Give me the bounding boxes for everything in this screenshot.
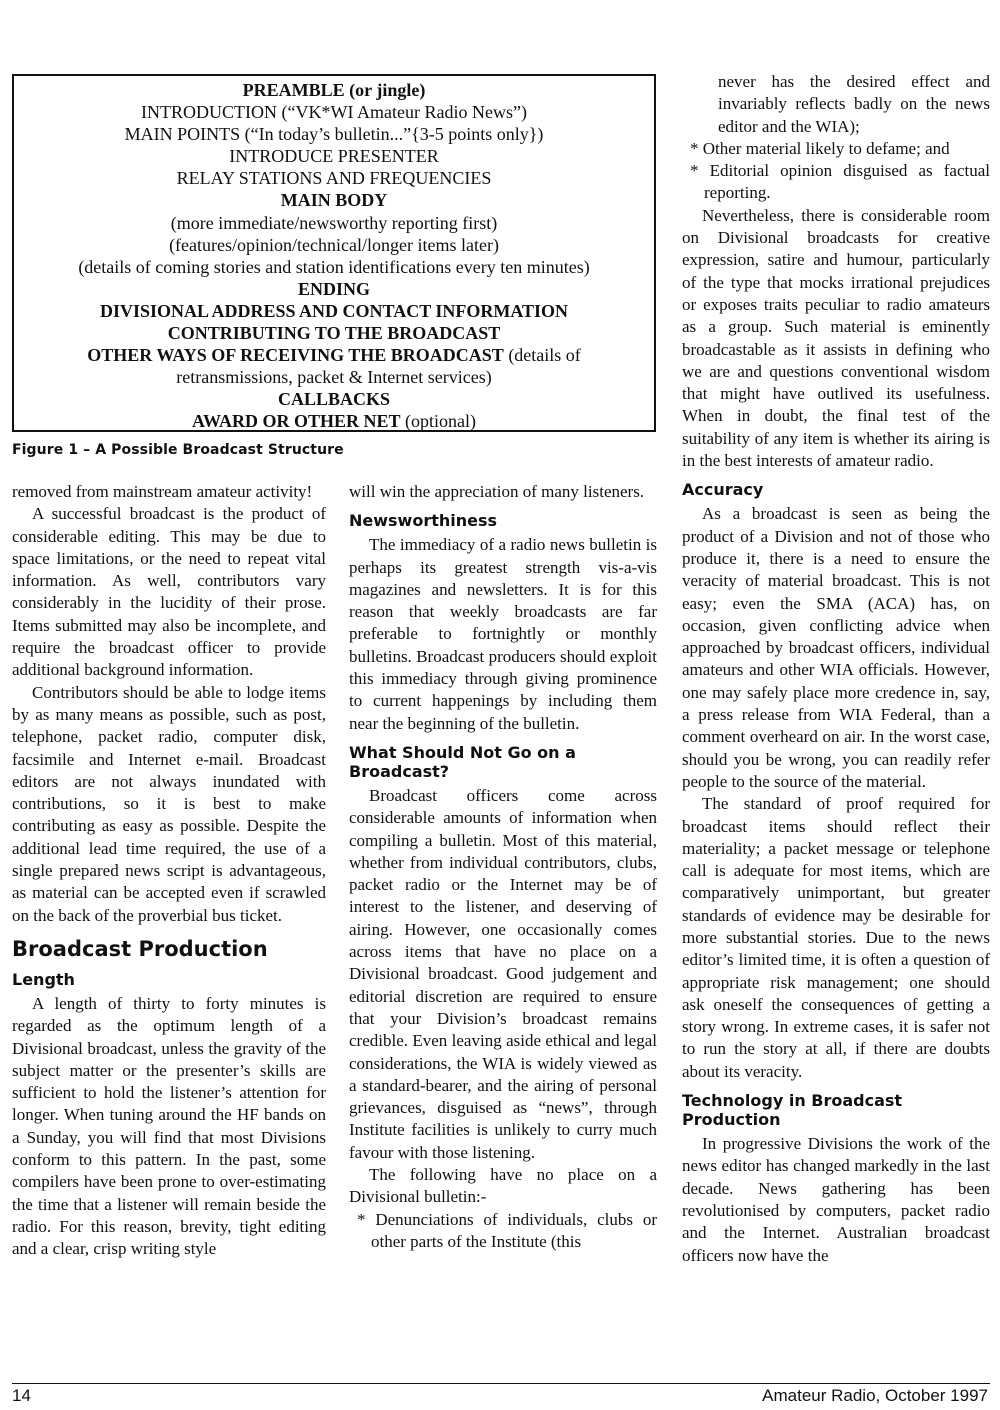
paragraph: In progressive Divisions the work of the news editor has changed markedly in the last decade. News gathering has been revolutionised by computers, packet radio and the Internet. Australian broadcast officers now have the [682,1134,990,1265]
paragraph: A length of thirty to forty minutes is regarded as the optimum length of a Divisional broadcast, unless the gravity of the subject matter or the presenter’s skills are sufficient to hold the listener’s attention for longer. When tuning around the HF bands on a Sunday, you will find that most Divisions conform to this pattern. In the past, some compilers have been prone to over-estimating the time that a listener will remain beside the radio. For this reason, brevity, tight editing and a clear, crisp writing style [12,993,326,1259]
bullet-item-continued: never has the desired effect and invariably reflects badly on the news editor and the WIA); [718,72,990,136]
figure-line: (details of coming stories and station identifications every ten minutes) [78,256,590,277]
figure-line: (features/opinion/technical/longer items later) [169,234,499,255]
footer-rule [12,1383,990,1384]
subsection-heading: Length [12,969,75,989]
subsection-heading: Accuracy [682,480,764,500]
bullet-item: * Editorial opinion disguised as factual reporting. [690,161,990,203]
subsection-heading: Newsworthiness [349,511,498,531]
paragraph: The following have no place on a Divisional bulletin:- [349,1165,657,1207]
figure-line: ENDING [297,278,370,299]
figure-caption: Figure 1 – A Possible Broadcast Structure [12,442,344,458]
column-2 [349,481,657,1253]
paragraph: Broadcast officers come across considerable amounts of information when compiling a bulletin. Most of this material, whether from individual contributors, clubs, packet radio or the Internet may be of interest to the listener, and deserving of airing. However, one occasionally comes across items that have no place on a Divisional broadcast. Good judgement and editorial discretion are required to ensure that your Division’s broadcast remains credible. Even leaving aside ethical and legal considerations, the WIA is widely viewed as a standard-bearer, and the airing of personal grievances, disguised as “news”, through Institute facilities is unlikely to curry much favour with those listening. [349,785,657,1162]
page-number: 14 [12,1386,31,1405]
bullet-item: * Other material likely to defame; and [690,138,950,158]
figure-line: RELAY STATIONS AND FREQUENCIES [176,168,492,189]
paragraph: A successful broadcast is the product of considerable editing. This may be due to space limitations, or the need to repeat vital information. As well, contributors vary considerably in the lucidity of their prose. Items submitted may also be incomplete, and require the broadcast officer to provide additional background information. [12,504,326,680]
paragraph: Contributors should be able to lodge items by as many means as possible, such as post, telephone, packet radio, computer disk, facsimile and Internet e-mail. Broadcast editors are not always inundated with contributions, so it is best to make contributing as easy as possible. Despite the additional lead time required, the use of a single prepared news script is advantageous, as material can be accepted even if scrawled on the back of the proverbial bus ticket. [12,682,326,925]
figure-line: AWARD OR OTHER NET (optional) [191,411,476,432]
figure-line: CONTRIBUTING TO THE BROADCAST [167,323,501,344]
subsection-heading: What Should Not Go on a Broadcast? [349,742,576,781]
figure-line: PREAMBLE (or jingle) [242,80,426,100]
figure-line: INTRODUCTION (“VK*WI Amateur Radio News”) [141,102,527,123]
subsection-heading: Technology in Broadcast Production [682,1091,903,1130]
column-3 [682,71,990,1267]
paragraph: removed from mainstream amateur activity! [12,482,313,501]
publication-info: Amateur Radio, October 1997 [762,1386,988,1405]
figure-line: DIVISIONAL ADDRESS AND CONTACT INFORMATION [99,300,569,321]
paragraph: will win the appreciation of many listeners. [349,482,645,501]
paragraph: The standard of proof required for broadcast items should reflect their materiality; a packet message or telephone call is adequate for most items, which are comparatively unimportant, but greater standards of evidence may be desirable for more substantial stories. Due to the news editor’s limited time, it is often a question of appropriate risk management; one should ask oneself the consequences of getting a story wrong. In extreme cases, it is safer not to run the story at all, if there are doubts about its veracity. [682,794,990,1081]
paragraph: As a broadcast is seen as being the product of a Division and not of those who produce it, there is a need to ensure the veracity of material broadcast. This is not easy; even the SMA (ACA) has, on occasion, given conflicting advice when approached by broadcast officers, individual amateurs and other WIA officials. However, one may safely place more credence in, say, a press release from WIA Federal, than a comment overheard on air. In the worst case, should you be wrong, you can readily refer people to the source of the material. [682,504,990,791]
column-1 [12,481,326,1261]
figure-line: INTRODUCE PRESENTER [229,146,439,167]
paragraph: Nevertheless, there is considerable room on Divisional broadcasts for creative expression, satire and humour, particularly of the type that mocks irrational prejudices or exposes traits peculiar to radio amateurs as a group. Such material is eminently broadcastable as it assists in defining who we are and questions conventional wisdom that might have outlived its usefulness. When in doubt, the final test of the suitability of any item is whether its airing is in the best interests of amateur radio. [682,205,990,471]
figure-line: CALLBACKS [277,389,391,410]
figure-line: retransmissions, packet & Internet services) [176,367,492,388]
paragraph: The immediacy of a radio news bulletin is perhaps its greatest strength vis-a-vis magazines and newsletters. It is for this reason that weekly broadcasts are far preferable to fortnightly or monthly bulletins. Broadcast producers should exploit this immediacy through giving prominence to current happenings by including them near the beginning of the bulletin. [349,535,657,733]
bullet-item: * Denunciations of individuals, clubs or other parts of the Institute (this [357,1209,657,1251]
figure-1-broadcast-structure [12,74,656,432]
section-heading: Broadcast Production [12,936,268,961]
figure-line: MAIN POINTS (“In today’s bulletin...”{3-5 points only}) [124,124,544,145]
figure-line: OTHER WAYS OF RECEIVING THE BROADCAST (details of [87,345,581,366]
figure-line: (more immediate/newsworthy reporting first) [170,212,498,233]
figure-line: MAIN BODY [280,190,388,211]
